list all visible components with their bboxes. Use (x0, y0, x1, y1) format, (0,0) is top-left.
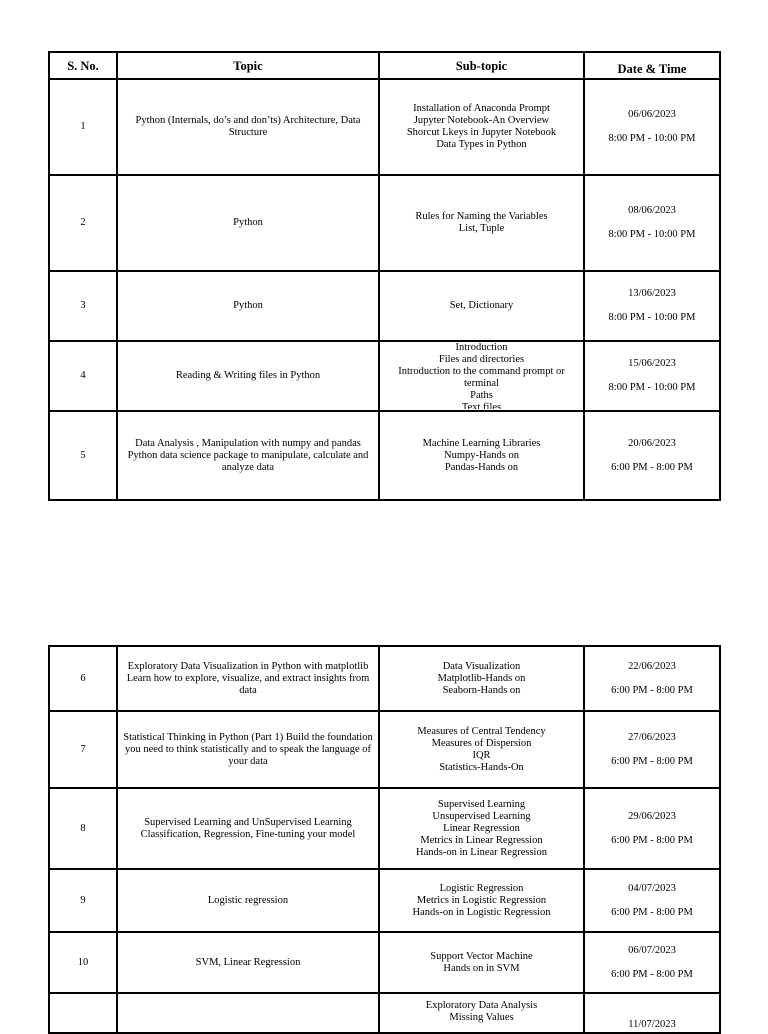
topic-cell: Statistical Thinking in Python (Part 1) Build the foundation you need to think statistically and to speak the language of your data (117, 711, 379, 788)
topic-cell: Exploratory Data Visualization in Python with matplotlib Learn how to explore, visualize, and extract insights from data (117, 646, 379, 711)
sno-cell (49, 993, 117, 1033)
header-date-time: Date & Time (584, 52, 720, 79)
header-subtopic: Sub-topic (379, 52, 584, 79)
sno-cell: 6 (49, 646, 117, 711)
topic-cell: Reading & Writing files in Python (117, 341, 379, 411)
subtopic-cell: Support Vector Machine Hands on in SVM (379, 932, 584, 993)
topic-cell: Python (117, 175, 379, 271)
date-time-cell: 27/06/2023 6:00 PM - 8:00 PM (584, 711, 720, 788)
date-time-cell: 13/06/2023 8:00 PM - 10:00 PM (584, 271, 720, 341)
subtopic-cell: Installation of Anaconda Prompt Jupyter Notebook-An Overview Shorcut Lkeys in Jupyter Notebook Data Types in Python (379, 79, 584, 175)
schedule-table-2 (48, 645, 721, 1034)
topic-cell (117, 993, 379, 1033)
topic-cell: Supervised Learning and UnSupervised Learning Classification, Regression, Fine-tuning your model (117, 788, 379, 869)
date-time-cell: 06/06/2023 8:00 PM - 10:00 PM (584, 79, 720, 175)
topic-cell: Data Analysis , Manipulation with numpy and pandas Python data science package to manipulate, calculate and analyze data (117, 411, 379, 500)
subtopic-cell: Rules for Naming the Variables List, Tuple (379, 175, 584, 271)
sno-cell: 4 (49, 341, 117, 411)
topic-cell: SVM, Linear Regression (117, 932, 379, 993)
table-row (49, 869, 720, 932)
table-row (49, 646, 720, 711)
date-time-cell: 15/06/2023 8:00 PM - 10:00 PM (584, 341, 720, 411)
sno-cell: 2 (49, 175, 117, 271)
subtopic-cell: Supervised Learning Unsupervised Learning Linear Regression Metrics in Linear Regression Hands-on in Linear Regression (379, 788, 584, 869)
topic-cell: Logistic regression (117, 869, 379, 932)
table-row (49, 711, 720, 788)
date-time-cell: 22/06/2023 6:00 PM - 8:00 PM (584, 646, 720, 711)
sno-cell: 1 (49, 79, 117, 175)
sno-cell: 5 (49, 411, 117, 500)
table-row (49, 932, 720, 993)
topic-cell: Python (Internals, do’s and don’ts) Architecture, Data Structure (117, 79, 379, 175)
table-row (49, 993, 720, 1033)
table-row (49, 788, 720, 869)
sno-cell: 10 (49, 932, 117, 993)
subtopic-cell: Logistic Regression Metrics in Logistic Regression Hands-on in Logistic Regression (379, 869, 584, 932)
header-sno: S. No. (49, 52, 117, 79)
topic-cell: Python (117, 271, 379, 341)
header-row (49, 52, 720, 79)
subtopic-cell: Exploratory Data Analysis Missing Values (379, 993, 584, 1033)
date-time-cell: 08/06/2023 8:00 PM - 10:00 PM (584, 175, 720, 271)
date-time-cell: 06/07/2023 6:00 PM - 8:00 PM (584, 932, 720, 993)
table-row (49, 79, 720, 175)
sno-cell: 3 (49, 271, 117, 341)
table-row (49, 411, 720, 500)
sno-cell: 8 (49, 788, 117, 869)
date-time-cell: 04/07/2023 6:00 PM - 8:00 PM (584, 869, 720, 932)
subtopic-cell: Machine Learning Libraries Numpy-Hands on Pandas-Hands on (379, 411, 584, 500)
subtopic-cell: Data Visualization Matplotlib-Hands on Seaborn-Hands on (379, 646, 584, 711)
subtopic-cell: Set, Dictionary (379, 271, 584, 341)
date-time-cell: 29/06/2023 6:00 PM - 8:00 PM (584, 788, 720, 869)
subtopic-cell: Introduction Files and directories Introduction to the command prompt or terminal Paths Text files (379, 341, 584, 411)
sno-cell: 7 (49, 711, 117, 788)
sno-cell: 9 (49, 869, 117, 932)
date-time-cell: 20/06/2023 6:00 PM - 8:00 PM (584, 411, 720, 500)
date-time-cell: 11/07/2023 (584, 993, 720, 1033)
table-row (49, 271, 720, 341)
table-row (49, 341, 720, 411)
table-row (49, 175, 720, 271)
header-topic: Topic (117, 52, 379, 79)
schedule-table-1 (48, 51, 721, 501)
subtopic-cell: Measures of Central Tendency Measures of Dispersion IQR Statistics-Hands-On (379, 711, 584, 788)
